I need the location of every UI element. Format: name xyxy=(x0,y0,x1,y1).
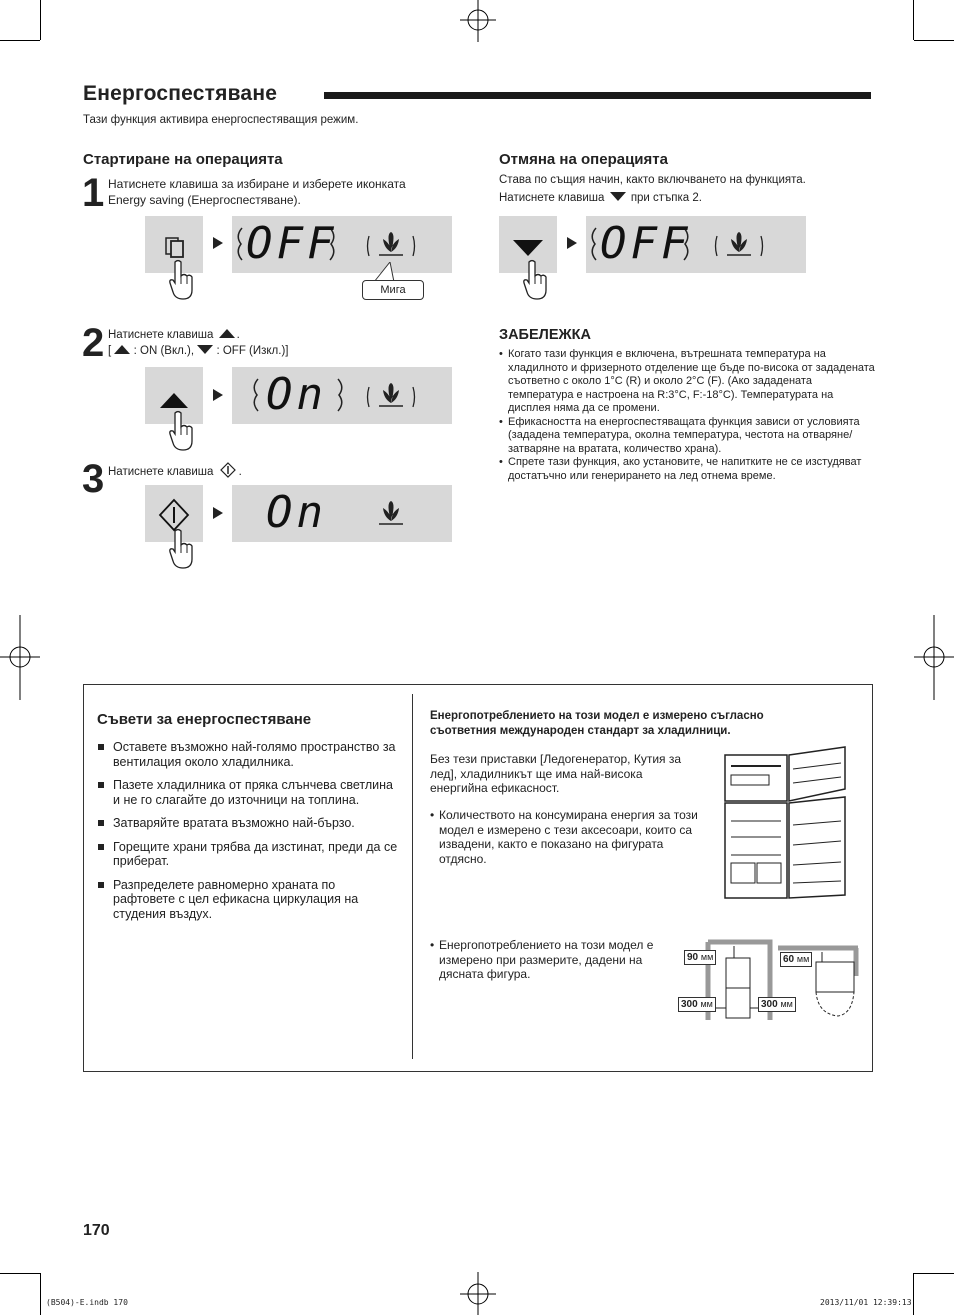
off-text: : OFF (Изкл.)] xyxy=(216,345,289,357)
hand-pointer-icon xyxy=(165,527,197,571)
leaf-icon xyxy=(366,381,416,415)
dim-value: 300 xyxy=(761,999,778,1010)
leaf-icon xyxy=(366,230,416,264)
hand-pointer-icon xyxy=(519,258,551,302)
dim-value: 90 xyxy=(687,952,699,963)
up-arrow-icon xyxy=(114,345,130,354)
registration-mark-left xyxy=(0,615,42,700)
dim-unit: мм xyxy=(780,999,793,1009)
arrow-right-icon xyxy=(567,237,577,249)
lcd-display xyxy=(232,216,452,273)
step2-text: Натиснете клавиша xyxy=(108,329,214,341)
note-list xyxy=(499,348,875,483)
cancel-heading: Отмяна на операцията xyxy=(499,151,668,168)
dim-top xyxy=(684,950,716,965)
measure-item: • Количеството на консумирана енергия за този модел е измерено с тези аксесоари, които са извадени, както е показано на фигурата отдясно. xyxy=(430,808,700,866)
dim-unit: мм xyxy=(796,954,810,964)
measure-list-1 xyxy=(430,808,700,866)
crop-mark xyxy=(0,1273,40,1274)
step3-text: Натиснете клавиша xyxy=(108,466,214,478)
measure-list-2 xyxy=(430,938,670,982)
step2-text-end: . xyxy=(236,329,240,341)
step-number: 2 xyxy=(82,321,105,365)
step1-line1: Натиснете клавиша за избиране и изберете иконката xyxy=(108,177,406,191)
step3-text-end: . xyxy=(238,466,242,478)
tips-list xyxy=(97,740,399,930)
step1-line2: Energy saving (Енергоспестяване). xyxy=(108,193,301,207)
box-divider xyxy=(412,694,413,1059)
page-number: 170 xyxy=(83,1222,110,1239)
crop-mark xyxy=(40,1273,41,1315)
registration-mark-right xyxy=(912,615,954,700)
crop-mark xyxy=(913,1273,914,1315)
footer-timestamp: 2013/11/01 12:39:13 xyxy=(820,1298,912,1307)
dim-back xyxy=(780,952,812,967)
measure-item: • Енергопотреблението на този модел е измерено при размерите, дадени на дясната фигура. xyxy=(430,938,670,982)
dim-value: 300 xyxy=(681,999,698,1010)
crop-mark xyxy=(40,0,41,40)
lcd-display xyxy=(232,367,452,424)
cancel-text-end: при стъпка 2. xyxy=(630,192,702,204)
lcd-display xyxy=(586,216,806,273)
lcd-text: On xyxy=(266,369,327,420)
crop-mark xyxy=(0,40,40,41)
tip-item: Разпределете равномерно храната по рафтовете с цел ефикасна циркулация на студения въздух. xyxy=(97,878,399,922)
set-diamond-icon xyxy=(219,462,237,478)
on-text: : ON (Вкл.), xyxy=(133,345,195,357)
dim-unit: мм xyxy=(700,999,713,1009)
step2-line2 xyxy=(108,344,289,358)
up-arrow-icon xyxy=(219,329,235,338)
crop-mark xyxy=(914,40,954,41)
arrow-right-icon xyxy=(213,389,223,401)
lcd-text: OFF xyxy=(600,218,692,269)
lcd-text: On xyxy=(266,487,327,538)
hand-pointer-icon xyxy=(165,409,197,453)
arrow-right-icon xyxy=(213,237,223,249)
dim-unit: мм xyxy=(700,952,714,962)
step2-line1 xyxy=(108,328,240,342)
hand-pointer-icon xyxy=(165,258,197,302)
cancel-line1: Става по същия начин, както включването на функцията. xyxy=(499,174,806,186)
leaf-icon xyxy=(714,230,764,264)
footer-file: (B504)-E.indb 170 xyxy=(46,1298,128,1307)
tips-heading: Съвети за енергоспестяване xyxy=(97,711,312,728)
title-rule xyxy=(324,92,871,99)
registration-mark-top xyxy=(458,0,498,45)
lcd-text: OFF xyxy=(246,218,338,269)
note-item: • Спрете тази функция, ако установите, че напитките не се изстудяват достатъчно или генерирането на лед отнема време. xyxy=(499,456,875,483)
measure-heading: Енергопотреблението на този модел е измерено съгласно съответния международен стандарт за хладилници. xyxy=(430,710,764,737)
down-arrow-icon xyxy=(610,192,626,201)
tip-item: Горещите храни трябва да изстинат, преди да се приберат. xyxy=(97,840,399,869)
step-number: 3 xyxy=(82,457,105,501)
step-number: 1 xyxy=(82,171,105,215)
crop-mark xyxy=(914,1273,954,1274)
bracket-open: [ xyxy=(108,345,112,357)
step3-line1 xyxy=(108,462,242,479)
registration-mark-bottom xyxy=(458,1272,498,1315)
note-heading: ЗАБЕЛЕЖКА xyxy=(499,327,591,343)
cancel-line2 xyxy=(499,191,702,205)
tip-item: Затваряйте вратата възможно най-бързо. xyxy=(97,816,399,831)
dim-left xyxy=(678,997,716,1012)
start-heading: Стартиране на операцията xyxy=(83,151,283,168)
cancel-text: Натиснете клавиша xyxy=(499,192,605,204)
lcd-display xyxy=(232,485,452,542)
blink-callout: Мига xyxy=(362,280,424,300)
note-item: • Когато тази функция е включена, вътрешната температура на хладилното и фризерното отделение ще бъде по-висока от зададената съответно с около 1°C (R) и около 2°C (F). (Ако зададената температура е настроена на R:3°C, F:-18°C). Температурата на дисплея няма да се промени. xyxy=(499,348,875,416)
fridge-open-illustration xyxy=(723,745,851,903)
arrow-right-icon xyxy=(213,507,223,519)
page-title: Енергоспестяване xyxy=(83,82,278,105)
tip-item: Пазете хладилника от пряка слънчева светлина и не го слагайте до източници на топлина. xyxy=(97,778,399,807)
tip-item: Оставете възможно най-голямо пространство за вентилация около хладилника. xyxy=(97,740,399,769)
down-arrow-icon xyxy=(197,345,213,354)
intro-text: Тази функция активира енергоспестяващия режим. xyxy=(83,114,359,126)
crop-mark xyxy=(913,0,914,40)
leaf-icon xyxy=(366,499,416,533)
measure-para: Без тези приставки [Ледогенератор, Кутия за лед], хладилникът ще има най-висока енергийна ефикасност. xyxy=(430,752,682,795)
dim-value: 60 xyxy=(783,954,795,965)
note-item: • Ефикасността на енергоспестяващата функция зависи от условията (зададена температура, околна температура, честота на отваряне/затваряне на вратата, количество храна). xyxy=(499,416,875,457)
